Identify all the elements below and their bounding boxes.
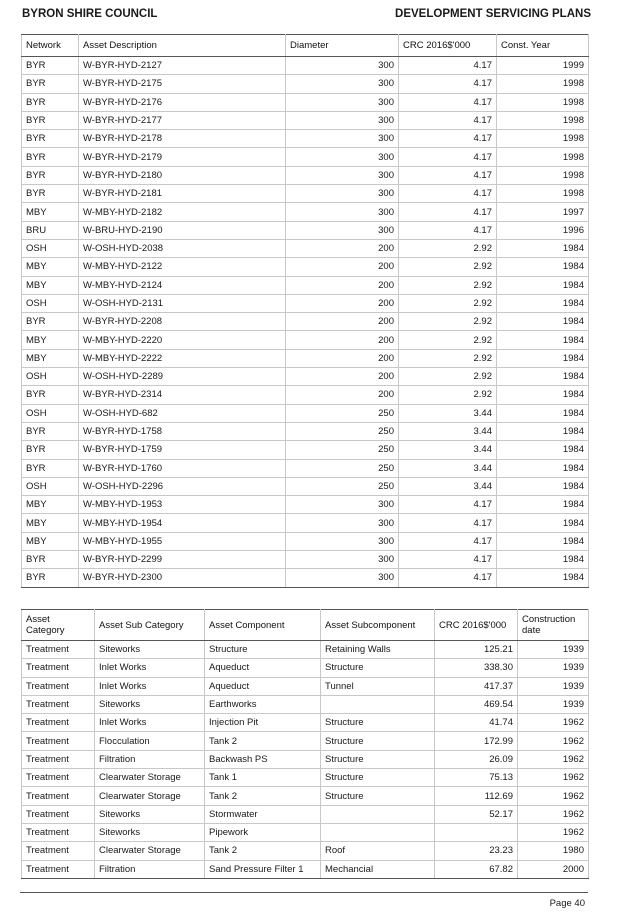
table-row: [22, 203, 589, 221]
table-cell: 200: [286, 276, 399, 294]
table-cell: OSH: [22, 404, 79, 422]
table-cell: 75.13: [435, 769, 518, 787]
table-cell: 300: [286, 111, 399, 129]
table-cell: BYR: [22, 459, 79, 477]
table-cell: Treatment: [22, 769, 95, 787]
table-cell: 417.37: [435, 677, 518, 695]
table-cell: 4.17: [399, 203, 497, 221]
table-cell: BYR: [22, 166, 79, 184]
table-cell: 2.92: [399, 368, 497, 386]
table-cell: 3.44: [399, 422, 497, 440]
table-row: [22, 496, 589, 514]
table-cell: 250: [286, 422, 399, 440]
table-row: [22, 714, 589, 732]
table-cell: 2.92: [399, 239, 497, 257]
table-cell: 1984: [497, 331, 589, 349]
table-cell: 1984: [497, 569, 589, 587]
table-cell: 4.17: [399, 514, 497, 532]
table-row: [22, 805, 589, 823]
table-cell: Tank 1: [205, 769, 321, 787]
table-row: [22, 769, 589, 787]
table-cell: W-MBY-HYD-1955: [79, 532, 286, 550]
table-cell: Siteworks: [95, 695, 205, 713]
table-cell: 1984: [497, 294, 589, 312]
table-cell: Mechancial: [321, 860, 435, 878]
table-cell: 1984: [497, 276, 589, 294]
table-row: [22, 532, 589, 550]
table-cell: 1998: [497, 111, 589, 129]
table-cell: 300: [286, 551, 399, 569]
table-cell: 4.17: [399, 551, 497, 569]
table-cell: Inlet Works: [95, 659, 205, 677]
table-cell: BYR: [22, 441, 79, 459]
table-cell: Retaining Walls: [321, 641, 435, 659]
table-row: [22, 258, 589, 276]
table-cell: 1939: [518, 695, 589, 713]
table-cell: MBY: [22, 496, 79, 514]
table-cell: 3.44: [399, 441, 497, 459]
table-cell: Structure: [321, 659, 435, 677]
table-cell: 1962: [518, 769, 589, 787]
table-cell: BYR: [22, 130, 79, 148]
table-cell: W-BYR-HYD-2179: [79, 148, 286, 166]
table-cell: Aqueduct: [205, 659, 321, 677]
table-cell: 1984: [497, 349, 589, 367]
table-cell: 4.17: [399, 185, 497, 203]
table-cell: 1999: [497, 57, 589, 75]
table-cell: 52.17: [435, 805, 518, 823]
table-cell: Structure: [321, 714, 435, 732]
table-cell: 1984: [497, 239, 589, 257]
table-cell: W-OSH-HYD-2131: [79, 294, 286, 312]
table-cell: 1998: [497, 148, 589, 166]
table-cell: 4.17: [399, 75, 497, 93]
table-cell: W-MBY-HYD-2220: [79, 331, 286, 349]
table-cell: Tank 2: [205, 842, 321, 860]
table-cell: W-BYR-HYD-2127: [79, 57, 286, 75]
table-cell: W-BYR-HYD-1758: [79, 422, 286, 440]
table-cell: 200: [286, 313, 399, 331]
table-cell: BYR: [22, 75, 79, 93]
table-cell: Aqueduct: [205, 677, 321, 695]
table-cell: Inlet Works: [95, 677, 205, 695]
table-cell: 250: [286, 404, 399, 422]
table-cell: 300: [286, 166, 399, 184]
table-cell: W-MBY-HYD-2122: [79, 258, 286, 276]
table-cell: 300: [286, 185, 399, 203]
table-cell: Siteworks: [95, 823, 205, 841]
table-cell: 1984: [497, 477, 589, 495]
table-cell: OSH: [22, 477, 79, 495]
table-cell: 1962: [518, 732, 589, 750]
table-cell: Clearwater Storage: [95, 769, 205, 787]
table-row: [22, 641, 589, 659]
table-cell: 3.44: [399, 477, 497, 495]
table-cell: W-OSH-HYD-2296: [79, 477, 286, 495]
table-cell: W-BYR-HYD-2314: [79, 386, 286, 404]
table-cell: 2.92: [399, 349, 497, 367]
table-cell: BYR: [22, 551, 79, 569]
table-cell: 172.99: [435, 732, 518, 750]
table-cell: W-MBY-HYD-2124: [79, 276, 286, 294]
table-cell: 112.69: [435, 787, 518, 805]
table-row: [22, 659, 589, 677]
column-header: Network: [22, 35, 79, 57]
table-cell: MBY: [22, 203, 79, 221]
table-cell: BYR: [22, 313, 79, 331]
table-cell: Treatment: [22, 659, 95, 677]
table-cell: 300: [286, 93, 399, 111]
column-header: Asset Component: [205, 610, 321, 641]
table-row: [22, 57, 589, 75]
table-cell: 1984: [497, 422, 589, 440]
table-cell: 200: [286, 368, 399, 386]
page-header: [22, 8, 591, 24]
table-cell: BYR: [22, 111, 79, 129]
table-cell: Backwash PS: [205, 750, 321, 768]
table-cell: BYR: [22, 569, 79, 587]
table-cell: 4.17: [399, 496, 497, 514]
table-cell: 469.54: [435, 695, 518, 713]
table-cell: 300: [286, 569, 399, 587]
table-cell: 200: [286, 239, 399, 257]
table-cell: 300: [286, 148, 399, 166]
footer-rule: [20, 892, 588, 893]
table-cell: BYR: [22, 386, 79, 404]
table-row: [22, 313, 589, 331]
table-cell: Inlet Works: [95, 714, 205, 732]
table-cell: 300: [286, 514, 399, 532]
table-cell: 200: [286, 331, 399, 349]
table-cell: 2.92: [399, 386, 497, 404]
table-cell: Treatment: [22, 641, 95, 659]
table-cell: BYR: [22, 148, 79, 166]
table-row: [22, 842, 589, 860]
table-cell: W-BYR-HYD-2181: [79, 185, 286, 203]
table-cell: 41.74: [435, 714, 518, 732]
table-cell: 1980: [518, 842, 589, 860]
table-cell: Treatment: [22, 732, 95, 750]
table-cell: Siteworks: [95, 641, 205, 659]
table-cell: 1984: [497, 514, 589, 532]
table-cell: 200: [286, 386, 399, 404]
table-cell: 1984: [497, 441, 589, 459]
table-cell: 300: [286, 532, 399, 550]
table-cell: 1984: [497, 368, 589, 386]
table-cell: [321, 805, 435, 823]
table-cell: W-BYR-HYD-2178: [79, 130, 286, 148]
table-row: [22, 368, 589, 386]
table-row: [22, 185, 589, 203]
table-cell: W-BYR-HYD-2177: [79, 111, 286, 129]
table-cell: W-BRU-HYD-2190: [79, 221, 286, 239]
table-row: [22, 551, 589, 569]
table-cell: OSH: [22, 294, 79, 312]
table-cell: 1998: [497, 75, 589, 93]
table-cell: 200: [286, 294, 399, 312]
table-cell: 4.17: [399, 111, 497, 129]
table-cell: 2.92: [399, 276, 497, 294]
table-cell: 1998: [497, 93, 589, 111]
table-row: [22, 677, 589, 695]
table-cell: 250: [286, 441, 399, 459]
table-cell: Tunnel: [321, 677, 435, 695]
table-row: [22, 441, 589, 459]
column-header: Asset Sub Category: [95, 610, 205, 641]
table-row: [22, 750, 589, 768]
table-row: [22, 422, 589, 440]
table-cell: 200: [286, 349, 399, 367]
table-cell: Roof: [321, 842, 435, 860]
table-cell: 1939: [518, 677, 589, 695]
table-row: [22, 860, 589, 878]
table-row: [22, 695, 589, 713]
column-header: Construction date: [518, 610, 589, 641]
table-cell: OSH: [22, 368, 79, 386]
table-cell: W-BYR-HYD-2300: [79, 569, 286, 587]
table-cell: 1939: [518, 659, 589, 677]
table-cell: 1997: [497, 203, 589, 221]
table-cell: 338.30: [435, 659, 518, 677]
table-row: [22, 148, 589, 166]
table-row: [22, 823, 589, 841]
table-cell: W-BYR-HYD-2176: [79, 93, 286, 111]
table-cell: Clearwater Storage: [95, 842, 205, 860]
table-cell: MBY: [22, 514, 79, 532]
header-document-title: DEVELOPMENT SERVICING PLANS: [395, 8, 591, 20]
header-organisation: BYRON SHIRE COUNCIL: [22, 8, 158, 20]
table-cell: 2000: [518, 860, 589, 878]
table-row: [22, 787, 589, 805]
table-cell: 4.17: [399, 93, 497, 111]
table-cell: BRU: [22, 221, 79, 239]
column-header: Asset Category: [22, 610, 95, 641]
table-cell: W-MBY-HYD-1954: [79, 514, 286, 532]
table-cell: Clearwater Storage: [95, 787, 205, 805]
table-cell: 1984: [497, 459, 589, 477]
table-cell: W-BYR-HYD-2175: [79, 75, 286, 93]
table-cell: Structure: [321, 769, 435, 787]
column-header: Asset Subcomponent: [321, 610, 435, 641]
table-cell: 4.17: [399, 166, 497, 184]
table-row: [22, 404, 589, 422]
table-cell: 300: [286, 496, 399, 514]
table-cell: BYR: [22, 422, 79, 440]
table-cell: Structure: [321, 732, 435, 750]
table-cell: Filtration: [95, 750, 205, 768]
table-row: [22, 166, 589, 184]
table-row: [22, 331, 589, 349]
table-cell: Treatment: [22, 750, 95, 768]
table-row: [22, 130, 589, 148]
table-cell: OSH: [22, 239, 79, 257]
table-cell: [321, 695, 435, 713]
table-cell: Sand Pressure Filter 1: [205, 860, 321, 878]
table-cell: 1984: [497, 496, 589, 514]
table-cell: 67.82: [435, 860, 518, 878]
table-cell: W-BYR-HYD-2299: [79, 551, 286, 569]
table-row: [22, 111, 589, 129]
table-cell: 250: [286, 477, 399, 495]
table-cell: 1962: [518, 750, 589, 768]
table-cell: 300: [286, 57, 399, 75]
table-cell: 1984: [497, 313, 589, 331]
column-header: CRC 2016$'000: [435, 610, 518, 641]
table-cell: 23.23: [435, 842, 518, 860]
table-row: [22, 514, 589, 532]
table-row: [22, 221, 589, 239]
table-cell: 300: [286, 75, 399, 93]
table-cell: Tank 2: [205, 732, 321, 750]
table-row: [22, 459, 589, 477]
table-cell: 2.92: [399, 258, 497, 276]
table-cell: Tank 2: [205, 787, 321, 805]
table-header-row: [22, 35, 589, 57]
treatment-assets-table: [21, 609, 589, 879]
table-cell: 1984: [497, 532, 589, 550]
table-cell: 300: [286, 203, 399, 221]
table-cell: W-OSH-HYD-682: [79, 404, 286, 422]
table-cell: 1962: [518, 805, 589, 823]
table-cell: 1962: [518, 714, 589, 732]
table-cell: Flocculation: [95, 732, 205, 750]
table-cell: Treatment: [22, 860, 95, 878]
table-cell: 4.17: [399, 532, 497, 550]
table-cell: 250: [286, 459, 399, 477]
table-cell: 300: [286, 221, 399, 239]
table-cell: W-OSH-HYD-2289: [79, 368, 286, 386]
hydrant-assets-table: [21, 34, 589, 588]
table-row: [22, 294, 589, 312]
table-cell: Treatment: [22, 805, 95, 823]
table-cell: 200: [286, 258, 399, 276]
table-cell: 1984: [497, 551, 589, 569]
table-cell: W-MBY-HYD-2222: [79, 349, 286, 367]
table-cell: 2.92: [399, 294, 497, 312]
table-cell: 4.17: [399, 569, 497, 587]
table-cell: W-BYR-HYD-1759: [79, 441, 286, 459]
table-cell: MBY: [22, 276, 79, 294]
table-cell: 1998: [497, 185, 589, 203]
table-cell: BYR: [22, 185, 79, 203]
table-cell: MBY: [22, 349, 79, 367]
table-cell: 3.44: [399, 459, 497, 477]
table-row: [22, 93, 589, 111]
table-cell: Structure: [321, 787, 435, 805]
table-row: [22, 75, 589, 93]
table-cell: 26.09: [435, 750, 518, 768]
table-row: [22, 386, 589, 404]
table-cell: Filtration: [95, 860, 205, 878]
column-header: Const. Year: [497, 35, 589, 57]
table-cell: Treatment: [22, 714, 95, 732]
table-cell: Injection Pit: [205, 714, 321, 732]
table-cell: MBY: [22, 331, 79, 349]
table-cell: 300: [286, 130, 399, 148]
table-cell: MBY: [22, 258, 79, 276]
table-cell: 125.21: [435, 641, 518, 659]
table-cell: 1962: [518, 823, 589, 841]
table-row: [22, 477, 589, 495]
column-header: Asset Description: [79, 35, 286, 57]
table-cell: BYR: [22, 93, 79, 111]
table-cell: 1984: [497, 386, 589, 404]
table-cell: 2.92: [399, 313, 497, 331]
table-row: [22, 732, 589, 750]
table-cell: Siteworks: [95, 805, 205, 823]
column-header: CRC 2016$'000: [399, 35, 497, 57]
table-cell: W-BYR-HYD-2180: [79, 166, 286, 184]
table-cell: 3.44: [399, 404, 497, 422]
table-cell: 1998: [497, 130, 589, 148]
table-cell: Treatment: [22, 823, 95, 841]
table-cell: W-MBY-HYD-1953: [79, 496, 286, 514]
table-cell: Treatment: [22, 695, 95, 713]
table-cell: MBY: [22, 532, 79, 550]
table-cell: 1998: [497, 166, 589, 184]
table-cell: Structure: [321, 750, 435, 768]
page-number: Page 40: [549, 898, 585, 909]
table-row: [22, 239, 589, 257]
table-cell: Treatment: [22, 842, 95, 860]
table-cell: Stormwater: [205, 805, 321, 823]
table-row: [22, 276, 589, 294]
table-cell: W-MBY-HYD-2182: [79, 203, 286, 221]
table-cell: BYR: [22, 57, 79, 75]
table-row: [22, 349, 589, 367]
table-cell: W-BYR-HYD-1760: [79, 459, 286, 477]
table-cell: 4.17: [399, 130, 497, 148]
table-cell: Treatment: [22, 787, 95, 805]
table-cell: 1962: [518, 787, 589, 805]
table-cell: W-OSH-HYD-2038: [79, 239, 286, 257]
table-cell: 1939: [518, 641, 589, 659]
table-cell: Treatment: [22, 677, 95, 695]
table-header-row: [22, 610, 589, 641]
table-cell: 4.17: [399, 148, 497, 166]
table-cell: 4.17: [399, 57, 497, 75]
table-cell: W-BYR-HYD-2208: [79, 313, 286, 331]
table-cell: Pipework: [205, 823, 321, 841]
table-cell: Structure: [205, 641, 321, 659]
column-header: Diameter: [286, 35, 399, 57]
table-cell: 1984: [497, 404, 589, 422]
table-cell: 2.92: [399, 331, 497, 349]
table-row: [22, 569, 589, 587]
table-cell: 1984: [497, 258, 589, 276]
table-cell: [435, 823, 518, 841]
table-cell: Earthworks: [205, 695, 321, 713]
table-cell: [321, 823, 435, 841]
table-cell: 1996: [497, 221, 589, 239]
table-cell: 4.17: [399, 221, 497, 239]
